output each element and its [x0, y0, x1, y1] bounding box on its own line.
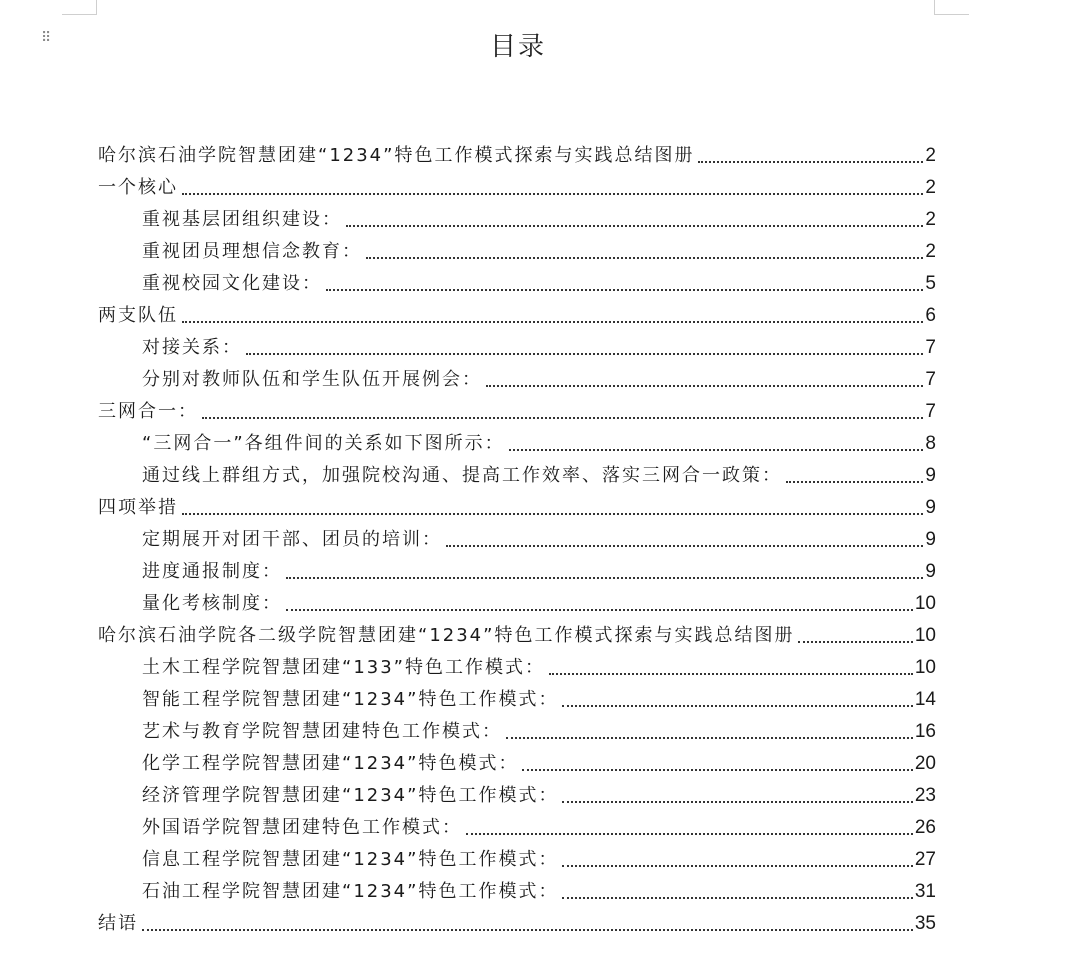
toc-entry-text: 重视团员理想信念教育： — [142, 241, 362, 262]
toc-entry[interactable] — [98, 716, 936, 748]
toc-page-number: 7 — [925, 401, 936, 422]
toc-page-number: 10 — [914, 625, 936, 646]
toc-entry-text: 一个核心 — [98, 177, 178, 198]
toc-entry[interactable] — [98, 236, 936, 268]
toc-entry[interactable] — [98, 364, 936, 396]
toc-entry[interactable] — [98, 332, 936, 364]
toc-entry[interactable] — [98, 844, 936, 876]
crop-mark-top-left — [62, 0, 97, 15]
toc-entry[interactable] — [98, 204, 936, 236]
toc-leader-dots — [246, 353, 923, 355]
toc-entry-text: 重视基层团组织建设： — [142, 209, 342, 230]
toc-leader-dots — [562, 705, 912, 707]
toc-entry[interactable] — [98, 396, 936, 428]
toc-entry[interactable] — [98, 748, 936, 780]
toc-entry-text: 两支队伍 — [98, 305, 178, 326]
toc-leader-dots — [142, 929, 913, 931]
toc-page-number: 9 — [925, 497, 936, 518]
toc-page-number: 6 — [925, 305, 936, 326]
toc-entry[interactable] — [98, 556, 936, 588]
toc-entry[interactable] — [98, 300, 936, 332]
toc-leader-dots — [202, 417, 923, 419]
toc-page-number: 5 — [925, 273, 936, 294]
toc-entry-text: 三网合一： — [98, 401, 198, 422]
toc-entry[interactable] — [98, 780, 936, 812]
toc-entry[interactable] — [98, 684, 936, 716]
toc-title: 目录 — [489, 32, 546, 62]
toc-page-number: 10 — [914, 657, 936, 678]
drag-handle-icon[interactable]: ⠿ — [41, 30, 53, 46]
toc-leader-dots — [509, 449, 924, 451]
toc-leader-dots — [786, 481, 923, 483]
toc-page-number: 35 — [914, 913, 936, 934]
toc-page-number: 7 — [925, 369, 936, 390]
toc-page-number: 27 — [914, 849, 936, 870]
toc-leader-dots — [182, 321, 923, 323]
toc-leader-dots — [182, 193, 923, 195]
toc-entry-text: 定期展开对团干部、团员的培训： — [142, 529, 442, 550]
toc-page-number: 9 — [925, 561, 936, 582]
toc-entry[interactable] — [98, 140, 936, 172]
toc-leader-dots — [446, 545, 923, 547]
toc-entry[interactable] — [98, 620, 936, 652]
toc-page-number: 2 — [925, 241, 936, 262]
toc-entry-text: “三网合一”各组件间的关系如下图所示： — [142, 433, 505, 454]
toc-leader-dots — [346, 225, 923, 227]
toc-entry-text: 经济管理学院智慧团建“1234”特色工作模式： — [142, 785, 559, 806]
toc-entry-text: 对接关系： — [142, 337, 242, 358]
toc-leader-dots — [286, 609, 913, 611]
toc-leader-dots — [466, 833, 913, 835]
toc-page-number: 2 — [925, 145, 936, 166]
toc-page-number: 8 — [925, 433, 936, 454]
toc-page-number: 10 — [914, 593, 936, 614]
toc-page-number: 26 — [914, 817, 936, 838]
toc-page-number: 2 — [925, 209, 936, 230]
toc-entry-text: 智能工程学院智慧团建“1234”特色工作模式： — [142, 689, 559, 710]
toc-entry-text: 通过线上群组方式，加强院校沟通、提高工作效率、落实三网合一政策： — [142, 465, 782, 486]
toc-entry[interactable] — [98, 652, 936, 684]
toc-leader-dots — [182, 513, 923, 515]
toc-entry[interactable] — [98, 492, 936, 524]
toc-entry-text: 哈尔滨石油学院各二级学院智慧团建“1234”特色工作模式探索与实践总结图册 — [98, 625, 795, 646]
toc-entry-text: 外国语学院智慧团建特色工作模式： — [142, 817, 462, 838]
toc-entry-text: 化学工程学院智慧团建“1234”特色模式： — [142, 753, 519, 774]
toc-entry[interactable] — [98, 588, 936, 620]
toc-entry-text: 分别对教师队伍和学生队伍开展例会： — [142, 369, 482, 390]
toc-page-number: 16 — [914, 721, 936, 742]
toc-page-number: 31 — [914, 881, 936, 902]
toc-page-number: 20 — [914, 753, 936, 774]
toc-page-number: 9 — [925, 529, 936, 550]
toc-entry[interactable] — [98, 268, 936, 300]
toc-leader-dots — [549, 673, 913, 675]
toc-leader-dots — [506, 737, 913, 739]
crop-mark-top-right — [934, 0, 969, 15]
toc-entry[interactable] — [98, 524, 936, 556]
toc-leader-dots — [562, 897, 912, 899]
toc-page-number: 23 — [914, 785, 936, 806]
toc-entry-text: 四项举措 — [98, 497, 178, 518]
toc-entry-text: 结语 — [98, 913, 138, 934]
toc-entry-text: 信息工程学院智慧团建“1234”特色工作模式： — [142, 849, 559, 870]
toc-leader-dots — [286, 577, 923, 579]
table-of-contents — [98, 140, 936, 940]
toc-leader-dots — [326, 289, 923, 291]
toc-page-number: 7 — [925, 337, 936, 358]
toc-leader-dots — [366, 257, 923, 259]
toc-entry-text: 艺术与教育学院智慧团建特色工作模式： — [142, 721, 502, 742]
toc-entry[interactable] — [98, 428, 936, 460]
toc-page-number: 14 — [914, 689, 936, 710]
toc-entry-text: 量化考核制度： — [142, 593, 282, 614]
toc-entry[interactable] — [98, 876, 936, 908]
toc-page-number: 2 — [925, 177, 936, 198]
toc-leader-dots — [486, 385, 923, 387]
toc-entry[interactable] — [98, 172, 936, 204]
toc-entry[interactable] — [98, 812, 936, 844]
toc-entry-text: 哈尔滨石油学院智慧团建“1234”特色工作模式探索与实践总结图册 — [98, 145, 695, 166]
toc-entry-text: 进度通报制度： — [142, 561, 282, 582]
toc-entry[interactable] — [98, 460, 936, 492]
toc-entry[interactable] — [98, 908, 936, 940]
toc-page-number: 9 — [925, 465, 936, 486]
toc-leader-dots — [798, 641, 912, 643]
toc-entry-text: 土木工程学院智慧团建“133”特色工作模式： — [142, 657, 546, 678]
toc-entry-text: 石油工程学院智慧团建“1234”特色工作模式： — [142, 881, 559, 902]
toc-leader-dots — [562, 801, 912, 803]
toc-leader-dots — [562, 865, 912, 867]
toc-entry-text: 重视校园文化建设： — [142, 273, 322, 294]
toc-leader-dots — [698, 161, 923, 163]
toc-leader-dots — [522, 769, 912, 771]
